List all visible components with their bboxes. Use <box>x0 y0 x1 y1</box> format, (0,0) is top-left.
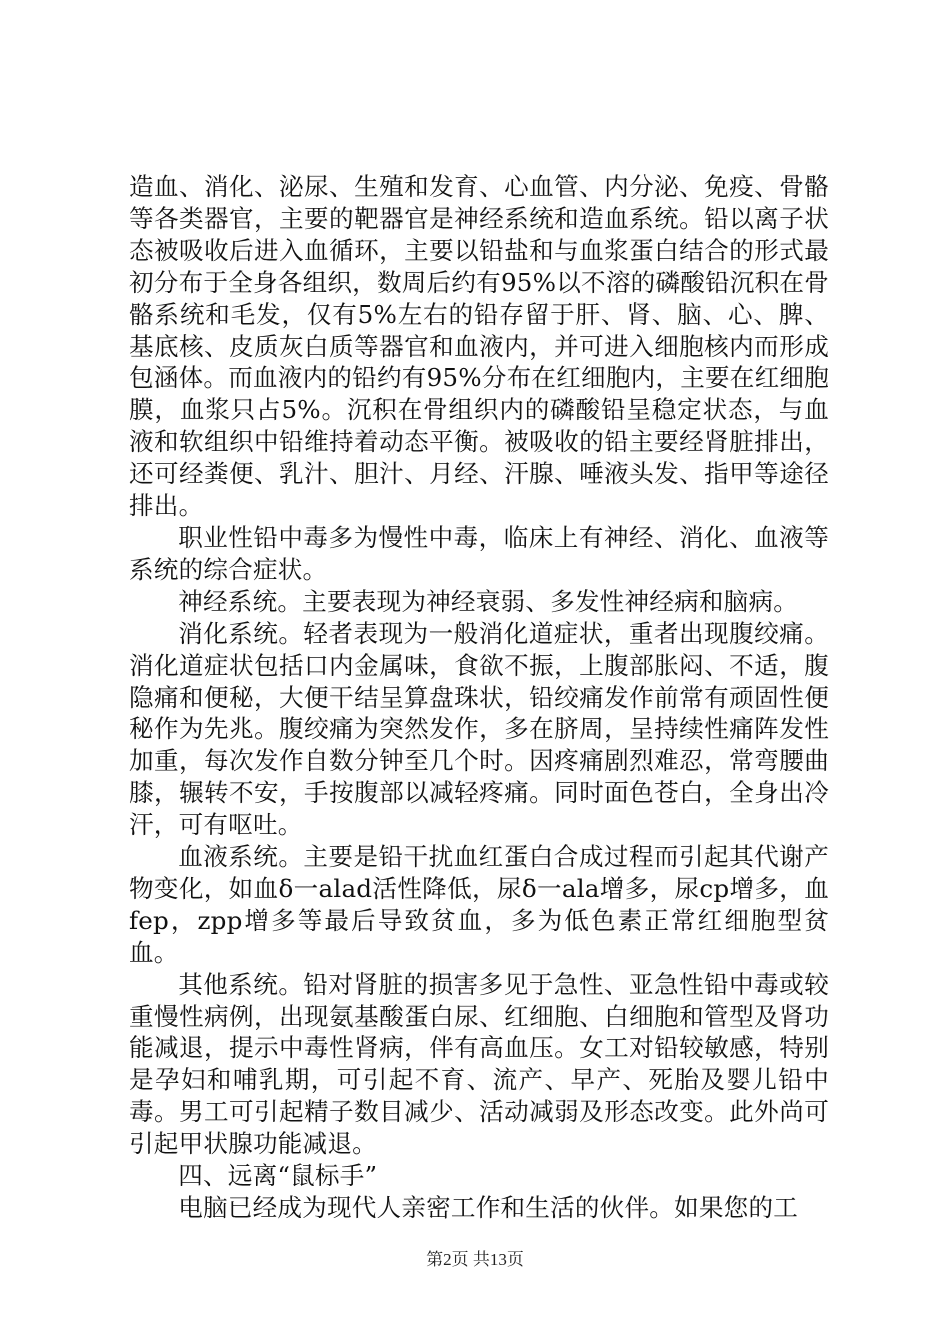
paragraph-digestive-system: 消化系统。轻者表现为一般消化道症状，重者出现腹绞痛。消化道症状包括口内金属味，食欲不振，上腹部胀闷、不适，腹隐痛和便秘，大便干结呈算盘珠状，铅绞痛发作前常有顽固性便秘作为先兆。腹绞痛为突然发作，多在脐周，呈持续性痛阵发性加重，每次发作自数分钟至几个时。因疼痛剧烈难忍，常弯腰曲膝，辗转不安，手按腹部以减轻疼痛。同时面色苍白，全身出冷汗，可有呕吐。 <box>129 618 829 840</box>
page-footer: 第2页 共13页 <box>426 1250 524 1269</box>
paragraph-computer-intro: 电脑已经成为现代人亲密工作和生活的伙伴。如果您的工 <box>178 1193 799 1222</box>
section-heading-mouse-hand: 四、远离“鼠标手” <box>178 1161 378 1191</box>
document-body <box>129 171 829 1224</box>
paragraph-nervous-system: 神经系统。主要表现为神经衰弱、多发性神经病和脑病。 <box>178 586 799 616</box>
paragraph-other-systems: 其他系统。铅对肾脏的损害多见于急性、亚急性铅中毒或较重慢性病例，出现氨基酸蛋白尿、红细胞、白细胞和管型及肾功能减退，提示中毒性肾病，伴有高血压。女工对铅较敏感，特别是孕妇和哺乳期，可引起不育、流产、早产、死胎及婴儿铅中毒。男工可引起精子数目减少、活动减弱及形态改变。此外尚可引起甲状腺功能减退。 <box>129 969 829 1159</box>
paragraph-lead-distribution: 造血、消化、泌尿、生殖和发育、心血管、内分泌、免疫、骨骼等各类器官，主要的靶器官是神经系统和造血系统。铅以离子状态被吸收后进入血循环，主要以铅盐和与血浆蛋白结合的形式最初分布于全身各组织，数周后约有95%以不溶的磷酸铅沉积在骨骼系统和毛发，仅有5%左右的铅存留于肝、肾、脑、心、脾、基底核、皮质灰白质等器官和血液内，并可进入细胞核内而形成包涵体。而血液内的铅约有95%分布在红细胞内，主要在红细胞膜，血浆只占5%。沉积在骨组织内的磷酸铅呈稳定状态，与血液和软组织中铅维持着动态平衡。被吸收的铅主要经肾脏排出，还可经粪便、乳汁、胆汁、月经、汗腺、唾液头发、指甲等途径排出。 <box>129 172 829 521</box>
paragraph-occupational-poisoning: 职业性铅中毒多为慢性中毒，临床上有神经、消化、血液等系统的综合症状。 <box>129 522 829 584</box>
paragraph-blood-system: 血液系统。主要是铅干扰血红蛋白合成过程而引起其代谢产物变化，如血δ一alad活性降低，尿δ一ala增多，尿cp增多，血fep，zpp增多等最后导致贫血，多为低色素正常红细胞型贫血。 <box>129 842 829 967</box>
